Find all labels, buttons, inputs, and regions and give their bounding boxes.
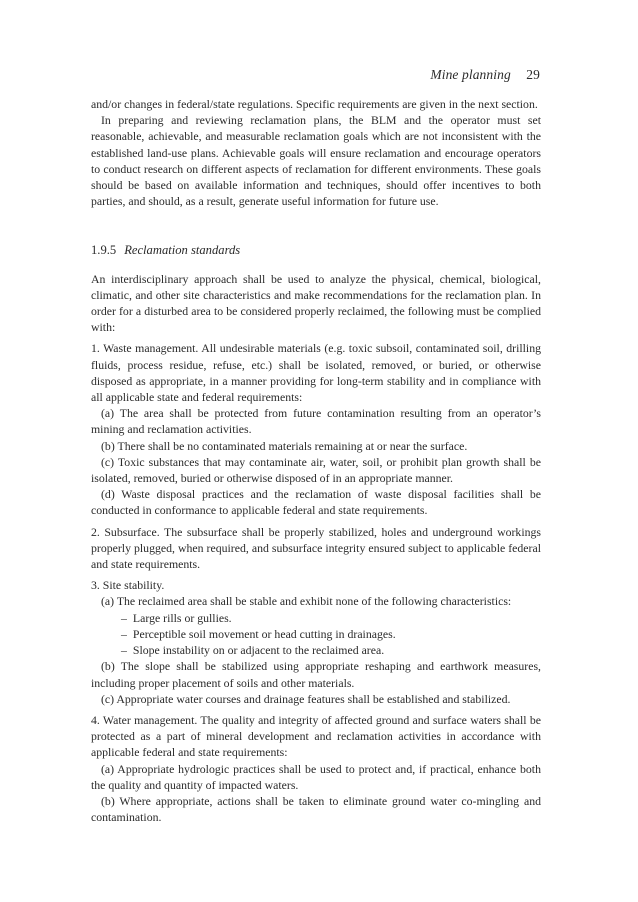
item-water-management: 4. Water management. The quality and integrity of affected ground and surface waters shall be protected as a part of mineral development and reclamation activities in accordance with applicable federal and state requirements: <box>91 712 541 760</box>
list-item: – Perceptible soil movement or head cutting in drainages. <box>121 626 541 642</box>
list-item: – Slope instability on or adjacent to the reclaimed area. <box>121 642 541 658</box>
item-waste-a: (a) The area shall be protected from future contamination resulting from an operator’s mining and reclamation activities. <box>91 406 541 437</box>
running-header <box>430 67 540 83</box>
section-title: Reclamation standards <box>124 243 241 258</box>
section-number: 1.9.5 <box>91 243 117 258</box>
item-subsurface: 2. Subsurface. The subsurface shall be properly stabilized, holes and underground workings properly plugged, when required, and subsurface integrity ensured subject to applicable federal and state requirements. <box>91 524 541 572</box>
item-waste-b: (b) There shall be no contaminated materials remaining at or near the surface. <box>101 438 468 453</box>
page-body <box>91 96 541 825</box>
item-stability-a: (a) The reclaimed area shall be stable and exhibit none of the following characteristics: <box>101 594 512 609</box>
page-number: 29 <box>526 67 540 82</box>
item-stability-b: (b) The slope shall be stabilized using appropriate reshaping and earthwork measures, including proper placement of soils and other materials. <box>91 659 541 690</box>
paragraph-reclamation-plans: In preparing and reviewing reclamation plans, the BLM and the operator must set reasonable, achievable, and measurable reclamation goals which are not inconsistent with the established land-use plans. Achievable goals will ensure reclamation and encourage operators to conduct research on different aspects of reclamation for different environments. These goals should be based on available information and techniques, should offer incentives to both parties, and should, as a result, generate useful information for future use. <box>91 113 541 209</box>
item-water-b: (b) Where appropriate, actions shall be taken to eliminate ground water co-mingling and contamination. <box>91 793 541 825</box>
item-site-stability: 3. Site stability. <box>91 578 165 593</box>
item-stability-c: (c) Appropriate water courses and drainage features shall be established and stabilized. <box>101 691 511 706</box>
item-water-a: (a) Appropriate hydrologic practices shall be used to protect and, if practical, enhance both the quality and quantity of impacted waters. <box>91 761 541 792</box>
stability-characteristics-list <box>91 610 541 659</box>
item-waste-c: (c) Toxic substances that may contaminate air, water, soil, or prohibit plan growth shall be isolated, removed, buried or otherwise disposed of in an appropriate manner. <box>91 454 541 486</box>
paragraph-continuation: and/or changes in federal/state regulations. Specific requirements are given in the next section. <box>91 97 538 111</box>
item-waste-management: 1. Waste management. All undesirable materials (e.g. toxic subsoil, contaminated soil, drilling fluids, process residue, refuse, etc.) shall be isolated, removed, or buried, or otherwise disposed as appropriate, in a manner providing for long-term stability and in compliance with all applicable state and federal requirements: <box>91 341 541 405</box>
section-heading <box>91 242 541 258</box>
list-item: – Large rills or gullies. <box>121 610 541 626</box>
section-intro: An interdisciplinary approach shall be used to analyze the physical, chemical, biological, climatic, and other site characteristics and make recommendations for the reclamation plan. In order for a disturbed area to be considered properly reclaimed, the following must be complied with: <box>91 271 541 335</box>
item-waste-d: (d) Waste disposal practices and the reclamation of waste disposal facilities shall be conducted in conformance to applicable federal and state requirements. <box>91 487 541 518</box>
running-title: Mine planning <box>430 67 511 82</box>
